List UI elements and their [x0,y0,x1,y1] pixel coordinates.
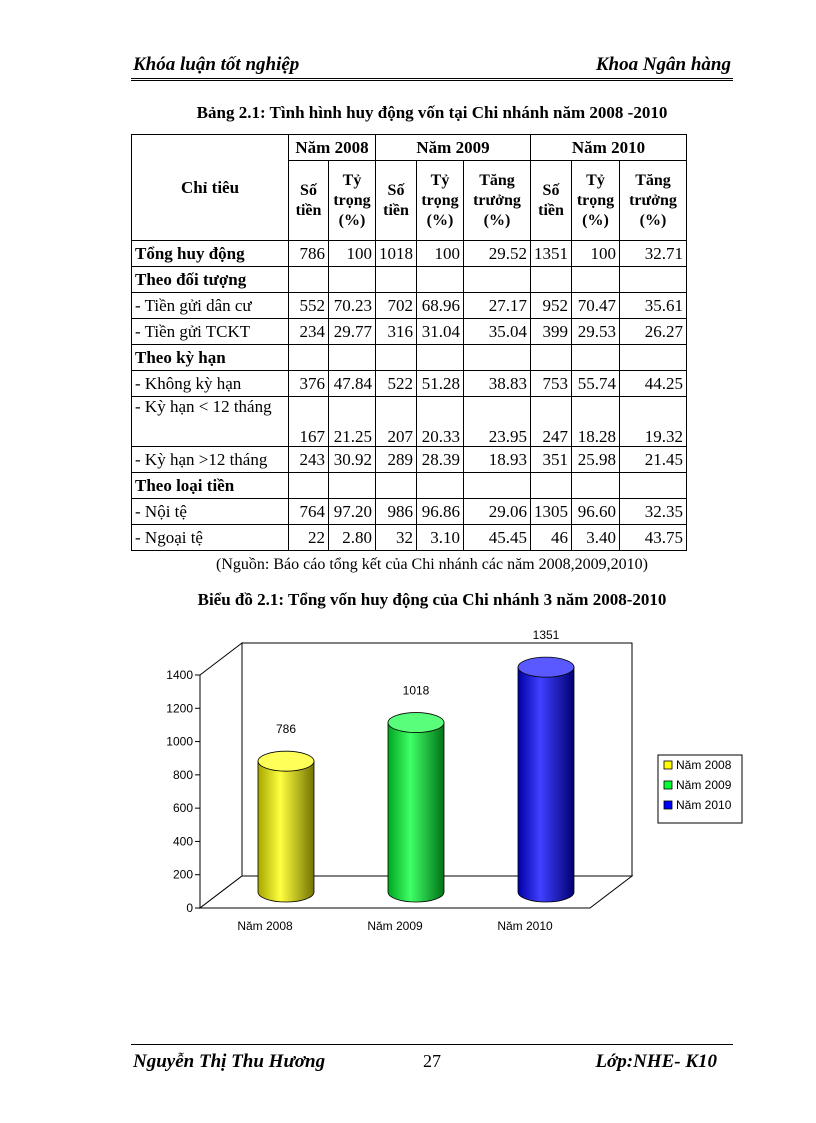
table-cell: 46 [531,525,572,551]
bar-năm-2010 [518,667,574,902]
table-cell: 247 [531,397,572,447]
capital-bar-chart [150,630,750,950]
table-cell: 3.10 [417,525,464,551]
table-cell: 97.20 [329,499,376,525]
table-cell [464,345,531,371]
y-tick-label: 1200 [166,701,193,716]
table-row [132,499,687,525]
table-cell: 29.52 [464,241,531,267]
table-cell: 786 [289,241,329,267]
legend-swatch [664,781,672,789]
table-cell: 3.40 [572,525,620,551]
y-tick-label: 800 [172,767,193,782]
table-cell: 25.98 [572,447,620,473]
bar-top-cap [258,751,314,771]
table-cell [620,267,687,293]
table-cell: 2.80 [329,525,376,551]
footer-class: Lớp:NHE- K10 [595,1051,717,1072]
table-cell: 29.53 [572,319,620,345]
table-cell: 952 [531,293,572,319]
col-header-2010: Năm 2010 [531,135,687,161]
table-source-note: (Nguồn: Báo cáo tổng kết của Chi nhánh các năm 2008,2009,2010) [216,556,648,573]
table-cell [417,267,464,293]
bar-năm-2009 [388,723,444,902]
capital-table [131,134,687,551]
row-label: Theo kỳ hạn [132,345,289,371]
table-cell: 764 [289,499,329,525]
subheader-amount: Số tiền [289,161,329,241]
table-cell [376,345,417,371]
table-cell: 45.45 [464,525,531,551]
table-cell: 552 [289,293,329,319]
row-label: - Không kỳ hạn [132,371,289,397]
table-row [132,371,687,397]
page-footer [131,1044,733,1075]
y-tick-label: 400 [172,834,193,849]
table-cell [376,267,417,293]
table-cell [531,267,572,293]
table-cell [464,267,531,293]
table-cell: 1018 [376,241,417,267]
table-cell: 1351 [531,241,572,267]
footer-author: Nguyễn Thị Thu Hương [133,1051,326,1072]
data-label: 1351 [532,630,560,643]
table-row [132,293,687,319]
table-cell [620,345,687,371]
table-cell [289,473,329,499]
table-cell: 351 [531,447,572,473]
footer-page-number: 27 [423,1051,441,1071]
legend-label: Năm 2010 [676,798,732,812]
table-cell: 316 [376,319,417,345]
table-cell: 986 [376,499,417,525]
table-cell: 30.92 [329,447,376,473]
row-label: - Ngoại tệ [132,525,289,551]
table-cell: 55.74 [572,371,620,397]
table-row [132,397,687,447]
table-cell [531,345,572,371]
table-cell [572,473,620,499]
table-cell: 47.84 [329,371,376,397]
table-cell: 35.04 [464,319,531,345]
table-cell: 234 [289,319,329,345]
row-label: - Kỳ hạn >12 tháng [132,447,289,473]
subheader-amount: Số tiền [376,161,417,241]
table-cell [464,473,531,499]
table-cell: 702 [376,293,417,319]
table-cell: 28.39 [417,447,464,473]
table-cell: 289 [376,447,417,473]
table-cell: 32 [376,525,417,551]
page-header [131,52,733,81]
subheader-share: Tỷ trọng (%) [572,161,620,241]
table-cell: 96.86 [417,499,464,525]
bar-top-cap [388,713,444,733]
table-cell: 27.17 [464,293,531,319]
subheader-share: Tỷ trọng (%) [329,161,376,241]
legend-label: Năm 2008 [676,758,732,772]
row-label: Theo loại tiền [132,473,289,499]
table-row [132,473,687,499]
table-cell: 167 [289,397,329,447]
row-label: Tổng huy động [132,241,289,267]
table-cell: 70.23 [329,293,376,319]
table-cell: 100 [572,241,620,267]
chart-title: Biểu đồ 2.1: Tổng vốn huy động của Chi nhánh 3 năm 2008-2010 [197,590,667,609]
table-cell: 100 [417,241,464,267]
table-cell [620,473,687,499]
table-cell: 22 [289,525,329,551]
table-title: Bảng 2.1: Tình hình huy động vốn tại Chi nhánh năm 2008 -2010 [196,103,668,122]
x-category-label: Năm 2009 [367,919,423,933]
legend-swatch [664,761,672,769]
table-cell: 32.35 [620,499,687,525]
subheader-amount: Số tiền [531,161,572,241]
table-cell: 753 [531,371,572,397]
table-cell [289,267,329,293]
table-cell: 26.27 [620,319,687,345]
table-cell: 1305 [531,499,572,525]
table-cell: 19.32 [620,397,687,447]
row-label: Theo đối tượng [132,267,289,293]
table-row [132,447,687,473]
col-header-2008: Năm 2008 [289,135,376,161]
col-header-2009: Năm 2009 [376,135,531,161]
table-cell: 243 [289,447,329,473]
y-tick-label: 600 [172,801,193,816]
legend-label: Năm 2009 [676,778,732,792]
header-thesis-label: Khóa luận tốt nghiệp [133,54,300,75]
table-cell: 43.75 [620,525,687,551]
table-row [132,525,687,551]
y-tick-label: 0 [186,901,193,915]
table-cell: 18.93 [464,447,531,473]
table-cell [329,267,376,293]
table-row [132,241,687,267]
table-cell: 31.04 [417,319,464,345]
table-cell: 29.06 [464,499,531,525]
subheader-growth: Tăng trưởng (%) [620,161,687,241]
table-cell [329,473,376,499]
table-cell: 38.83 [464,371,531,397]
table-cell: 70.47 [572,293,620,319]
y-tick-label: 1000 [166,734,193,749]
row-label: - Tiền gửi TCKT [132,319,289,345]
table-cell: 35.61 [620,293,687,319]
row-label: - Kỳ hạn < 12 tháng [132,397,289,447]
table-cell: 96.60 [572,499,620,525]
table-cell: 32.71 [620,241,687,267]
bar-top-cap [518,657,574,677]
table-cell [329,345,376,371]
table-cell: 23.95 [464,397,531,447]
bar-năm-2008 [258,761,314,902]
data-label: 786 [275,722,297,737]
table-row [132,345,687,371]
y-tick-label: 1400 [166,668,193,682]
col-header-indicator: Chỉ tiêu [132,135,289,241]
table-cell: 51.28 [417,371,464,397]
subheader-share: Tỷ trọng (%) [417,161,464,241]
table-cell: 20.33 [417,397,464,447]
table-row [132,319,687,345]
y-tick-label: 200 [172,867,193,882]
data-label: 1018 [402,683,430,698]
row-label: - Nội tệ [132,499,289,525]
table-cell: 207 [376,397,417,447]
table-cell: 18.28 [572,397,620,447]
table-cell [417,345,464,371]
table-cell [572,345,620,371]
table-cell [572,267,620,293]
table-cell: 21.25 [329,397,376,447]
table-cell: 522 [376,371,417,397]
table-cell: 44.25 [620,371,687,397]
legend-swatch [664,801,672,809]
table-cell [376,473,417,499]
table-cell: 100 [329,241,376,267]
table-cell [289,345,329,371]
subheader-growth: Tăng trưởng (%) [464,161,531,241]
table-cell: 21.45 [620,447,687,473]
row-label: - Tiền gửi dân cư [132,293,289,319]
chart-side-wall [200,643,242,908]
table-cell: 29.77 [329,319,376,345]
table-cell [417,473,464,499]
x-category-label: Năm 2008 [237,919,293,933]
table-cell: 376 [289,371,329,397]
table-cell: 68.96 [417,293,464,319]
x-category-label: Năm 2010 [497,919,553,933]
table-row [132,267,687,293]
table-cell: 399 [531,319,572,345]
table-cell [531,473,572,499]
header-faculty-label: Khoa Ngân hàng [595,54,731,75]
